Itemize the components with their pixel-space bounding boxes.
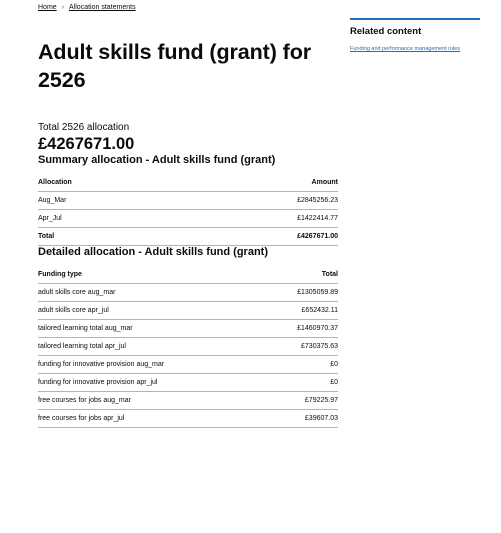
related-link-funding-rules[interactable]: Funding and performance management rules bbox=[350, 46, 461, 52]
related-divider bbox=[350, 18, 480, 20]
total-label: Total bbox=[38, 228, 174, 246]
row-amount: £2845256.23 bbox=[174, 192, 338, 210]
summary-col-amount: Amount bbox=[174, 174, 338, 192]
row-label: Apr_Jul bbox=[38, 210, 174, 228]
row-amount: £39607.03 bbox=[266, 410, 338, 428]
row-label: tailored learning total apr_jul bbox=[38, 338, 266, 356]
table-row bbox=[38, 192, 338, 210]
summary-table bbox=[38, 174, 338, 246]
row-label: adult skills core apr_jul bbox=[38, 302, 266, 320]
detailed-header-row bbox=[38, 266, 338, 284]
main-content bbox=[38, 38, 338, 428]
row-amount: £1422414.77 bbox=[174, 210, 338, 228]
table-row bbox=[38, 374, 338, 392]
detailed-col-funding-type: Funding type bbox=[38, 266, 266, 284]
related-content bbox=[350, 18, 480, 53]
table-row bbox=[38, 410, 338, 428]
table-row bbox=[38, 210, 338, 228]
row-label: adult skills core aug_mar bbox=[38, 284, 266, 302]
page-title: Adult skills fund (grant) for 2526 bbox=[38, 40, 311, 92]
summary-total-row bbox=[38, 228, 338, 246]
summary-col-allocation: Allocation bbox=[38, 174, 174, 192]
row-label-text: funding for innovative provision apr_jul bbox=[38, 379, 158, 386]
table-row bbox=[38, 338, 338, 356]
total-amount: £4267671.00 bbox=[174, 228, 338, 246]
related-heading: Related content bbox=[350, 26, 422, 37]
detailed-col-total: Total bbox=[266, 266, 338, 284]
summary-heading: Summary allocation - Adult skills fund (grant) bbox=[38, 154, 276, 166]
table-row bbox=[38, 392, 338, 410]
row-label: free courses for jobs apr_jul bbox=[38, 410, 266, 428]
row-label: free courses for jobs aug_mar bbox=[38, 392, 266, 410]
row-amount: £1305059.89 bbox=[266, 284, 338, 302]
row-label: tailored learning total aug_mar bbox=[38, 320, 266, 338]
total-allocation-label: Total 2526 allocation bbox=[38, 122, 130, 133]
breadcrumb-separator-icon: › bbox=[61, 4, 65, 11]
row-label bbox=[38, 374, 266, 392]
row-label-text: funding for innovative provision aug_mar bbox=[38, 361, 165, 368]
table-row bbox=[38, 302, 338, 320]
row-label bbox=[38, 356, 266, 374]
row-amount: £652432.11 bbox=[266, 302, 338, 320]
detailed-heading: Detailed allocation - Adult skills fund (grant) bbox=[38, 246, 268, 258]
breadcrumb bbox=[38, 4, 136, 11]
row-amount: £0 bbox=[266, 356, 338, 374]
breadcrumb-current-link[interactable]: Allocation statements bbox=[69, 4, 136, 11]
breadcrumb-home-link[interactable]: Home bbox=[38, 4, 57, 11]
row-amount: £1460970.37 bbox=[266, 320, 338, 338]
table-row bbox=[38, 320, 338, 338]
row-amount: £0 bbox=[266, 374, 338, 392]
row-amount: £79225.97 bbox=[266, 392, 338, 410]
total-allocation-value: £4267671.00 bbox=[38, 135, 135, 153]
table-row bbox=[38, 356, 338, 374]
row-label: Aug_Mar bbox=[38, 192, 174, 210]
row-amount: £730375.63 bbox=[266, 338, 338, 356]
summary-header-row bbox=[38, 174, 338, 192]
table-row bbox=[38, 284, 338, 302]
detailed-table bbox=[38, 266, 338, 428]
